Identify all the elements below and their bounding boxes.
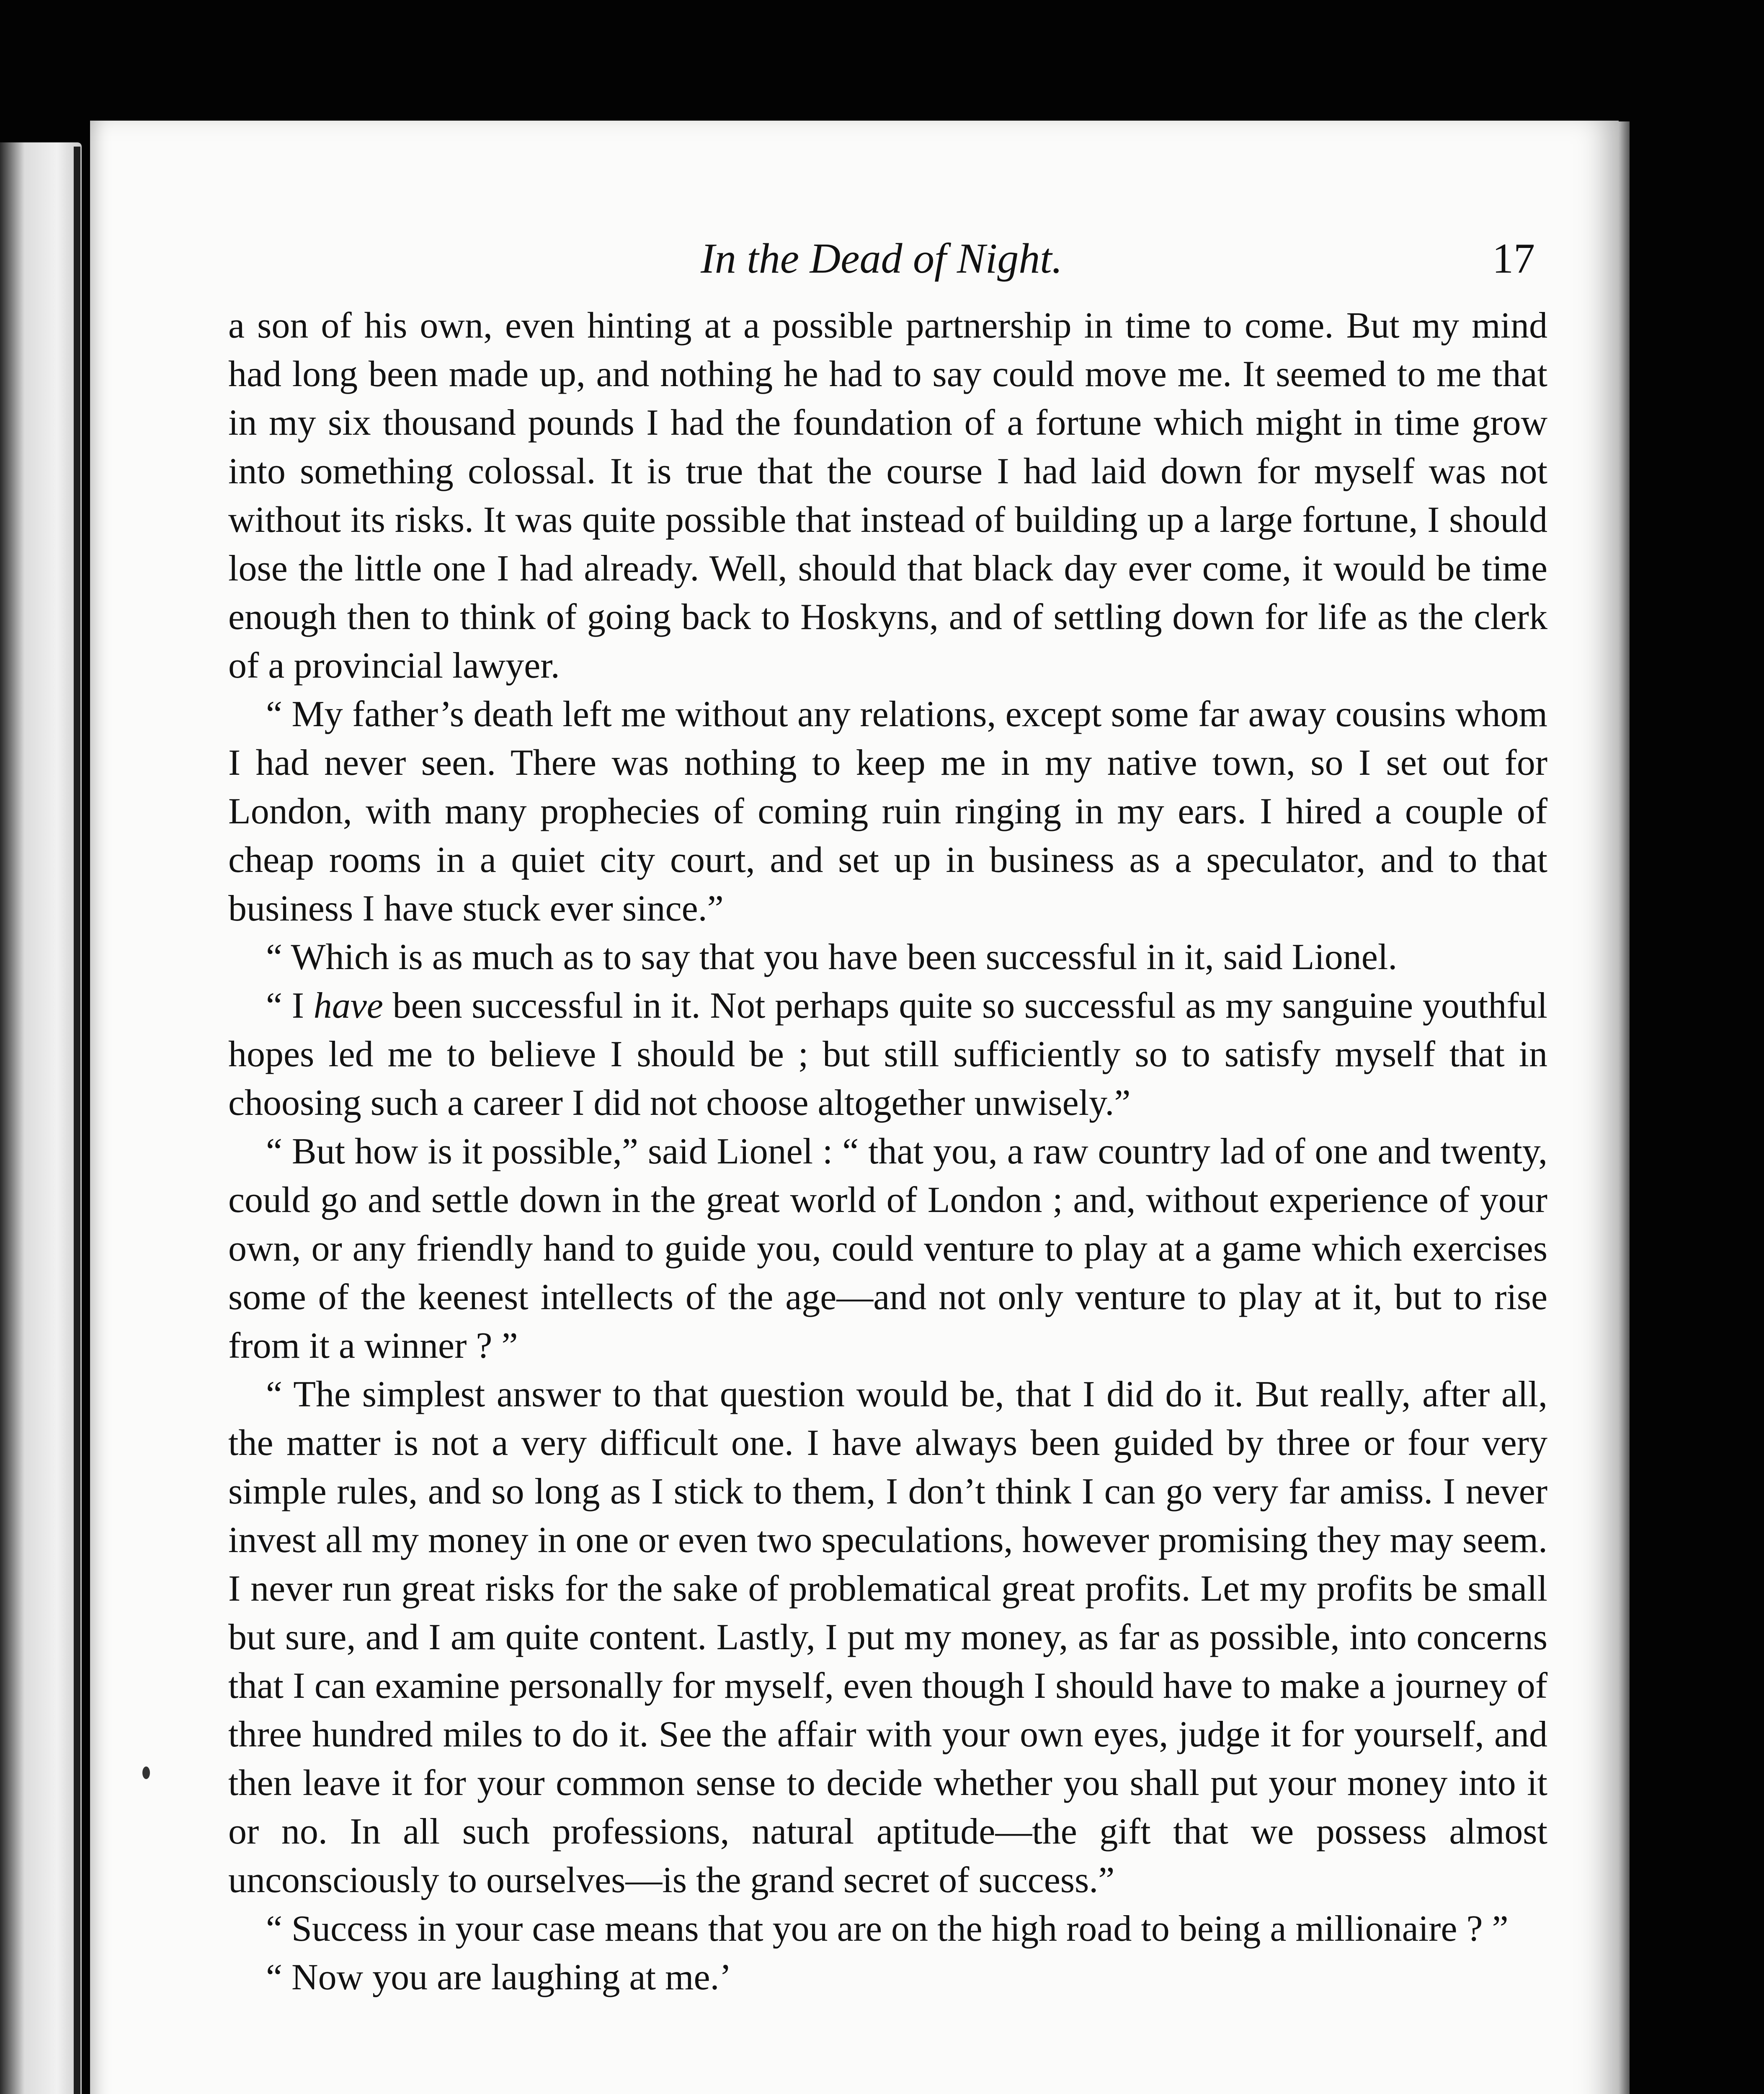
paragraph-text: “ I [266,985,314,1026]
book-page [90,121,1619,2094]
page-gutter-shadow [74,147,80,2094]
paragraph: “ The simplest answer to that question would be, that I did do it. But really, after all, the matter is not a very difficult one. I have always been guided by three or four very simple rules, and so long as I stick to them, I don’t think I can go very far amiss. I never invest all my money in one or even two speculations, however promising they may seem. I never run great risks for the sake of problematical great profits. Let my profits be small but sure, and I am quite content. Lastly, I put my money, as far as possible, into concerns that I can examine personally for myself, even though I should have to make a journey of three hundred miles to do it. See the affair with your own eyes, judge it for yourself, and then leave it for your common sense to decide whether you shall put your money into it or no. In all such professions, natural aptitude—the gift that we possess almost unconsciously to ourselves—is the grand secret of success.” [228,1374,1547,1901]
running-title: In the Dead of Night. [700,235,1063,282]
paragraph: “ Now you are laughing at me.’ [266,1957,732,1998]
paragraph-continuation: a son of his own, even hinting at a possible partnership in time to come. But my mind had long been made up, and nothing he had to say could move me. It seemed to me that in my six thousand pounds I had the foundation of a fortune which might in time grow into something colossal. It is true that the course I had laid down for myself was not without its risks. It was quite possible that instead of building up a large fortune, I should lose the little one I had already. Well, should that black day ever come, it would be time enough then to think of going back to Hoskyns, and of settling down for life as the clerk of a provincial lawyer. [228,305,1547,686]
paragraph: “ My father’s death left me without any relations, except some far away cousins whom I had never seen. There was nothing to keep me in my native town, so I set out for London, with many prophecies of coming ruin ringing in my ears. I hired a couple of cheap rooms in a quiet city court, and set up in business as a speculator, and to that business I have stuck ever since.” [228,694,1547,929]
previous-page-edge [0,142,82,2094]
body-text [228,302,1547,2002]
paragraph: “ But how is it possible,” said Lionel : “ that you, a raw country lad of one and twenty, could go and settle down in the great world of London ; and, without experience of your own, or any friendly hand to guide you, could venture to play at a game which exercises some of the keenest intellects of the age—and not only venture to play at it, but to rise from it a winner ? ” [228,1131,1547,1366]
paragraph-text: been successful in it. Not perhaps quite so successful as my sanguine youthful hopes led me to believe I should be ; but still sufficiently so to satisfy myself that in choosing such a career I did not choose altogether unwisely.” [228,985,1547,1123]
margin-speck [142,1766,150,1779]
page-header [228,227,1535,290]
paragraph [228,982,1547,1127]
page-number: 17 [1492,235,1535,282]
paragraph: “ Success in your case means that you are on the high road to being a millionaire ? ” [266,1908,1509,1949]
emphasized-word: have [313,985,383,1026]
page-right-edge [1619,121,1630,2094]
paragraph: “ Which is as much as to say that you have been successful in it, said Lionel. [266,937,1398,977]
